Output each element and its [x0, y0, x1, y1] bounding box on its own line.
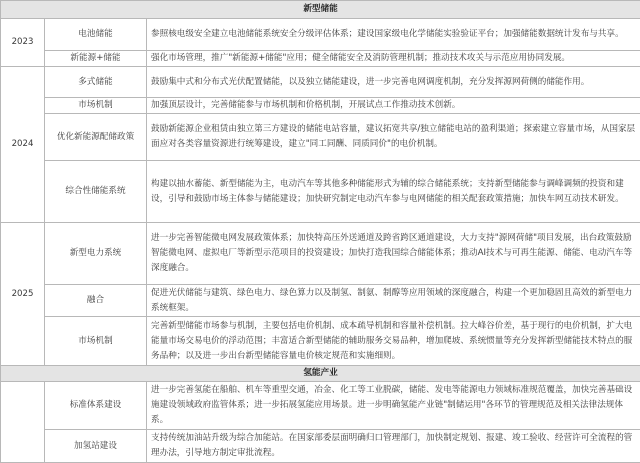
category-cell: 新能源+储能	[45, 51, 147, 67]
year-cell-2024: 2024	[1, 67, 45, 223]
table-row	[1, 161, 640, 223]
year-cell-2025: 2025	[1, 223, 45, 366]
table-row	[1, 19, 640, 51]
section-header-storage: 新型储能	[1, 1, 640, 19]
table-row	[1, 114, 640, 161]
description-cell: 鼓励新能源企业租赁由独立第三方建设的储能电站容量，建议拓宽共享/独立储能电站的盈利渠道；探索建立容量市场，从国家层面应对各类容量资源进行统筹建设，建立"同工同酬、同质同价"的电价机制。	[147, 114, 640, 161]
category-cell: 融合	[45, 285, 147, 317]
section-header-hydrogen: 氢能产业	[1, 366, 640, 382]
description-cell: 完善新型储能市场参与机制，主要包括电价机制、成本疏导机制和容量补偿机制。拉大峰谷价差，基于现行的电价机制，扩大电能量市场交易电价的浮动范围；丰富适合新型储能的辅助服务交易品种，增加爬坡、系统惯量等充分发挥新型储能技术特点的服务品种；以及进一步出台新型储能容量电价核定规范和实施细则。	[147, 317, 640, 366]
category-cell: 综合性储能系统	[45, 161, 147, 223]
description-cell: 构建以抽水蓄能、新型储能为主，电动汽车等其他多种储能形式为辅的综合储能系统；支持新型储能参与调峰调频的投资和建设，引导和鼓励市场主体参与储能建设；加快研究制定电动汽车参与电网储能的相关配套政策措施；加快车网互动技术研发。	[147, 161, 640, 223]
category-cell: 优化新能源配储政策	[45, 114, 147, 161]
description-cell: 进一步完善智能微电网发展政策体系；加快特高压外送通道及跨省跨区通道建设，大力支持"源网荷储"项目发展，出台政策鼓励智能微电网、虚拟电厂等新型示范项目的投资建设；加快打造我国综合储能体系；推动AI技术与可再生能源、储能、电动汽车等深度融合。	[147, 223, 640, 285]
year-cell-hydrogen	[1, 382, 45, 463]
category-cell: 多式储能	[45, 67, 147, 98]
section-header-row	[1, 366, 640, 382]
table-row	[1, 430, 640, 463]
description-cell: 强化市场管理，推广"新能源+储能"应用；健全储能安全及消防管理机制；推动技术攻关与示范应用协同发展。	[147, 51, 640, 67]
table-row	[1, 382, 640, 430]
category-cell: 市场机制	[45, 317, 147, 366]
year-cell-2023: 2023	[1, 19, 45, 67]
table-row	[1, 223, 640, 285]
table-row	[1, 98, 640, 114]
description-cell: 加强顶层设计，完善储能参与市场机制和价格机制，开展试点工作推动技术创新。	[147, 98, 640, 114]
description-cell: 参照核电级安全建立电池储能系统安全分级评估体系；建设国家级电化学储能实验验证平台；加强储能数据统计发布与共享。	[147, 19, 640, 51]
section-header-row	[1, 1, 640, 19]
category-cell: 新型电力系统	[45, 223, 147, 285]
table-row	[1, 51, 640, 67]
category-cell: 加氢站建设	[45, 430, 147, 463]
description-cell: 促进光伏储能与建筑、绿色电力、绿色算力以及制氢、制氨、制醇等应用领域的深度融合，构建一个更加稳固且高效的新型电力系统框架。	[147, 285, 640, 317]
category-cell: 标准体系建设	[45, 382, 147, 430]
description-cell: 支持传统加油站升级为综合加能站。在国家部委层面明确归口管理部门，加快制定规划、报建、竣工验收、经营许可全流程的管理办法，引导地方制定审批流程。	[147, 430, 640, 463]
table-row	[1, 317, 640, 366]
table-row	[1, 285, 640, 317]
category-cell: 电池储能	[45, 19, 147, 51]
table-row	[1, 67, 640, 98]
category-cell: 市场机制	[45, 98, 147, 114]
description-cell: 进一步完善氢能在船舶、机车等重型交通，冶金、化工等工业脱碳，储能、发电等能源电力领域标准规范覆盖，加快完善基础设施建设领域政府监管体系；进一步拓展氢能应用场景。进一步明确氢能产业链"制储运用"各环节的管理规范及相关法律法规体系。	[147, 382, 640, 430]
description-cell: 鼓励集中式和分布式光伏配置储能，以及独立储能建设，进一步完善电网调度机制，充分发挥源网荷侧的储能作用。	[147, 67, 640, 98]
